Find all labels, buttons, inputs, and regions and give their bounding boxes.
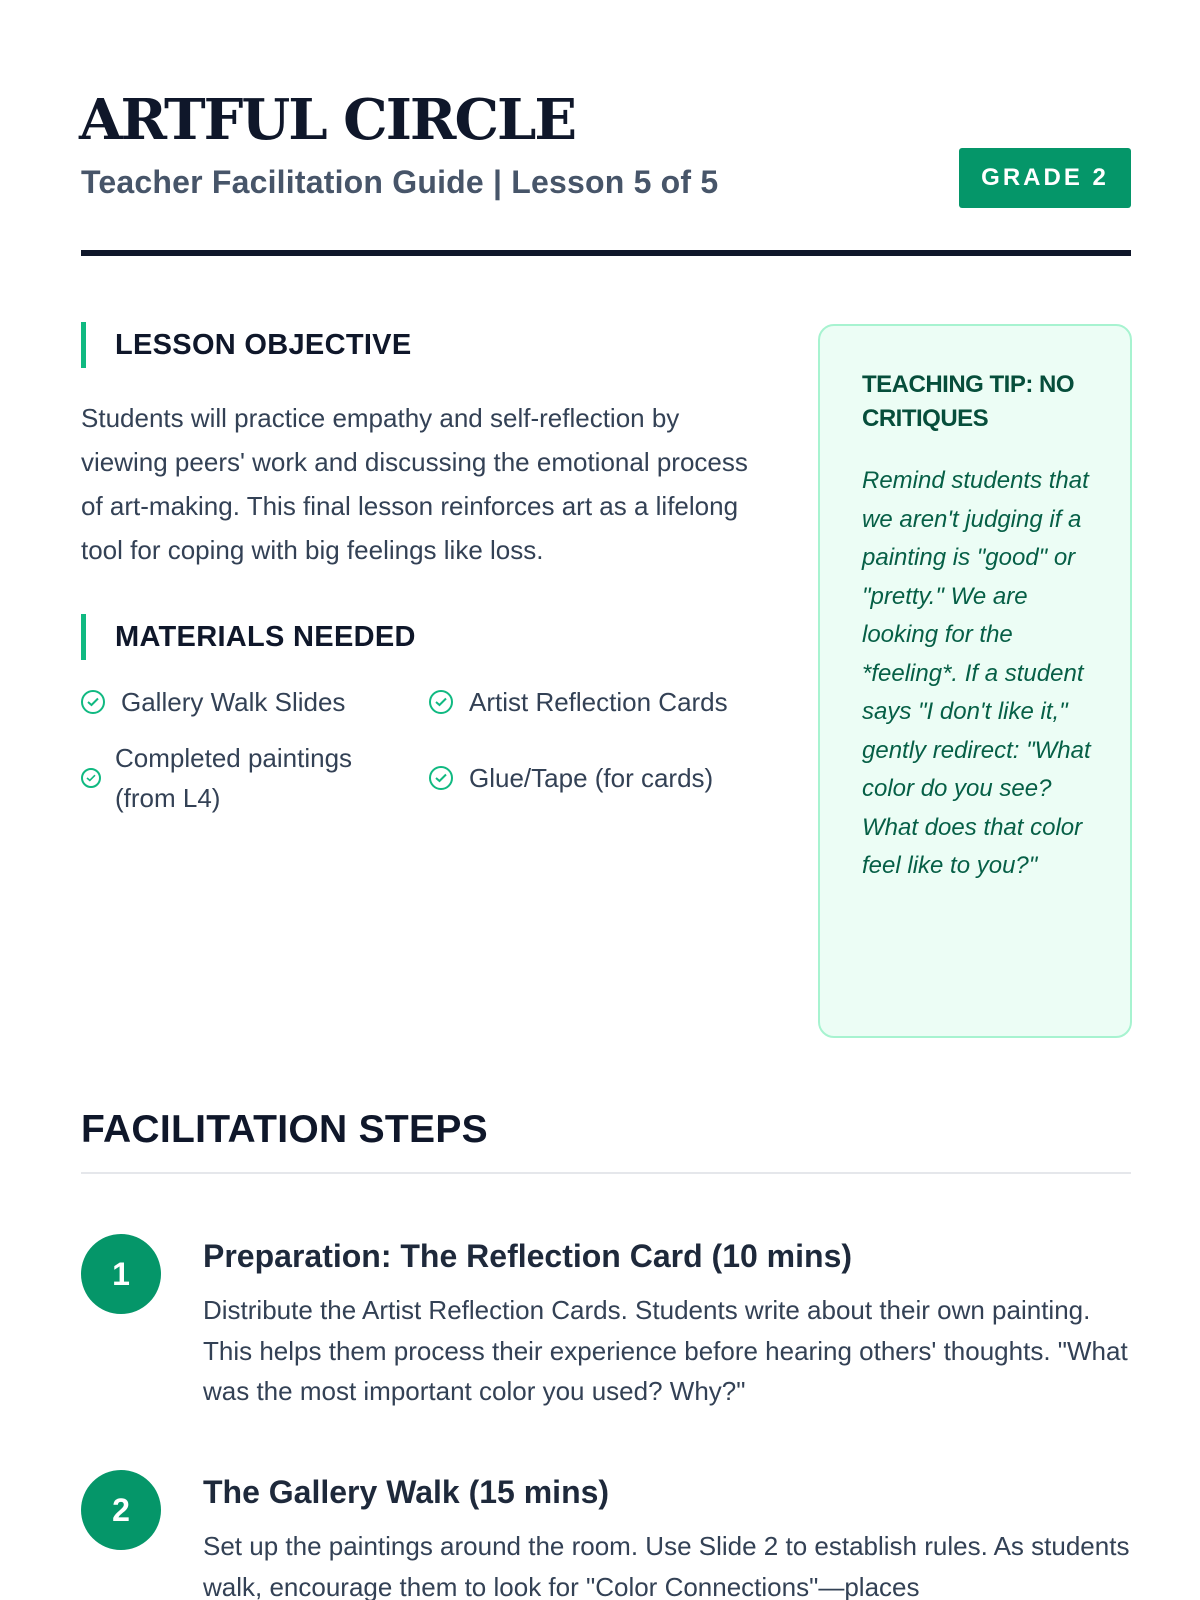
tip-title: TEACHING TIP: NO CRITIQUES [862,371,1074,432]
objective-heading-label: LESSON OBJECTIVE [115,329,412,361]
materials-list [81,676,771,818]
material-item [81,676,429,728]
material-item [429,738,769,818]
material-item [429,676,769,728]
material-label: Artist Reflection Cards [469,687,728,717]
heading-accent-bar [81,322,86,368]
step-text: Set up the paintings around the room. Use Slide 2 to establish rules. As students walk, encourage them to look for "Color Connections"—places [203,1531,1130,1600]
page-header [81,80,1131,255]
objective-text: Students will practice empathy and self-reflection by viewing peers' work and discussing the emotional process of art-making. This final lesson reinforces art as a lifelong tool for coping with big feelings like loss. [81,403,748,565]
step-body [203,1470,1131,1600]
materials-heading [81,614,771,660]
step-title: The Gallery Walk (15 mins) [203,1474,610,1510]
step-number-badge: 1 [81,1234,161,1314]
step-body [203,1234,1131,1412]
material-label: Glue/Tape (for cards) [469,763,714,793]
check-circle-icon [429,766,453,790]
material-label: Completed paintings (from L4) [115,743,353,813]
objective-heading [81,322,771,368]
check-circle-icon [429,690,453,714]
steps-divider [81,1172,1131,1174]
step-text: Distribute the Artist Reflection Cards. Students write about their own painting. This helps them process their experience before hearing others' thoughts. "What was the most important color you used? Why?" [203,1295,1128,1406]
teaching-tip-callout [818,324,1132,1038]
step-title: Preparation: The Reflection Card (10 mins) [203,1238,853,1274]
material-item [81,738,429,818]
materials-heading-label: MATERIALS NEEDED [115,621,416,653]
material-label: Gallery Walk Slides [121,687,346,717]
steps-heading: FACILITATION STEPS [81,1108,488,1151]
main-column [81,322,771,818]
tip-text: Remind students that we aren't judging if a painting is "good" or "pretty." We are looking for the *feeling*. If a student says "I don't like it," gently redirect: "What color do you see? What does that color feel like to you?" [862,467,1091,879]
page-subtitle: Teacher Facilitation Guide | Lesson 5 of 5 [81,164,719,200]
step-number-badge: 2 [81,1470,161,1550]
header-divider [81,250,1131,256]
brand-title: ARTFUL CIRCLE [79,87,576,153]
check-circle-icon [81,690,105,714]
check-circle-icon [81,768,101,788]
grade-badge: GRADE 2 [959,148,1131,208]
heading-accent-bar [81,614,86,660]
